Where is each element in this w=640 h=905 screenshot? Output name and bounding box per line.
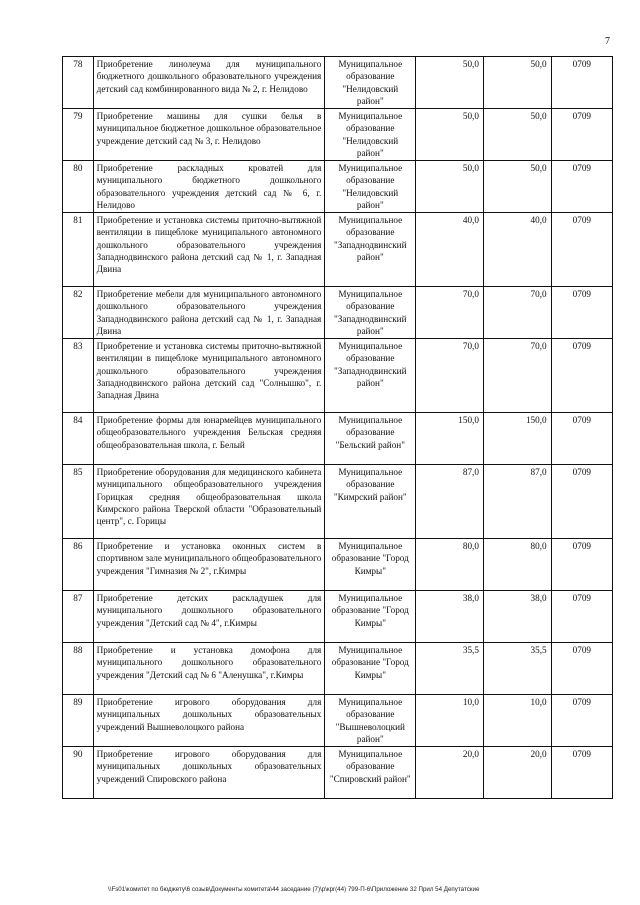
- row-amount-1: 70,0: [416, 339, 484, 413]
- table-row: [63, 287, 613, 339]
- row-municipality: Муниципальное образование "Кимрский район": [325, 465, 416, 539]
- row-description: Приобретение формы для юнармейцев муниципального общеобразовательного учреждения Бельская средняя общеобразовательная школа, г. Белый: [93, 413, 325, 465]
- row-amount-1: 70,0: [416, 287, 484, 339]
- row-number: 82: [63, 287, 94, 339]
- row-municipality: Муниципальное образование "Город Кимры": [325, 643, 416, 695]
- row-amount-2: 40,0: [483, 213, 551, 287]
- row-budget-code: 0709: [551, 643, 612, 695]
- row-amount-1: 87,0: [416, 465, 484, 539]
- row-budget-code: 0709: [551, 747, 612, 799]
- row-budget-code: 0709: [551, 213, 612, 287]
- row-description: Приобретение раскладных кроватей для муниципального бюджетного дошкольного образовательного учреждения детский сад № 6, г. Нелидово: [93, 161, 325, 213]
- row-budget-code: 0709: [551, 465, 612, 539]
- row-amount-1: 80,0: [416, 539, 484, 591]
- table-row: [63, 695, 613, 747]
- row-amount-1: 50,0: [416, 161, 484, 213]
- row-municipality: Муниципальное образование "Нелидовский район": [325, 109, 416, 161]
- row-amount-2: 50,0: [483, 109, 551, 161]
- row-number: 79: [63, 109, 94, 161]
- row-number: 80: [63, 161, 94, 213]
- row-amount-2: 150,0: [483, 413, 551, 465]
- row-municipality: Муниципальное образование "Нелидовский район": [325, 161, 416, 213]
- row-amount-1: 10,0: [416, 695, 484, 747]
- row-description: Приобретение детских раскладушек для муниципального дошкольного образовательного учреждения "Детский сад № 4", г.Кимры: [93, 591, 325, 643]
- row-budget-code: 0709: [551, 539, 612, 591]
- row-number: 88: [63, 643, 94, 695]
- table-row: [63, 109, 613, 161]
- row-municipality: Муниципальное образование "Западнодвинский район": [325, 339, 416, 413]
- table-row: [63, 339, 613, 413]
- row-budget-code: 0709: [551, 57, 612, 109]
- row-number: 83: [63, 339, 94, 413]
- row-description: Приобретение и установка домофона для муниципального дошкольного образовательного учреждения "Детский сад № 6 "Аленушка", г.Кимры: [93, 643, 325, 695]
- row-municipality: Муниципальное образование "Западнодвинский район": [325, 213, 416, 287]
- row-municipality: Муниципальное образование "Нелидовский район": [325, 57, 416, 109]
- row-amount-2: 87,0: [483, 465, 551, 539]
- row-amount-2: 20,0: [483, 747, 551, 799]
- row-number: 81: [63, 213, 94, 287]
- row-number: 78: [63, 57, 94, 109]
- row-amount-2: 80,0: [483, 539, 551, 591]
- row-description: Приобретение оборудования для медицинского кабинета муниципального общеобразовательного учреждения Горицкая средняя общеобразовательная школа Кимрского района Тверской области "Образовательный центр", с. Горицы: [93, 465, 325, 539]
- footer-file-path: \\Fs01\комитет по бюджету\6 созыв\Документы комитета\44 заседание (7)\p\кpr(44) 799-П-6\Приложение 32 Прил 54 Депутатские: [108, 886, 480, 893]
- allocation-table: [62, 56, 613, 799]
- row-amount-1: 20,0: [416, 747, 484, 799]
- row-amount-2: 35,5: [483, 643, 551, 695]
- table-row: [63, 539, 613, 591]
- row-description: Приобретение игрового оборудования для муниципальных дошкольных образовательных учреждений Вышневолоцкого района: [93, 695, 325, 747]
- row-description: Приобретение игрового оборудования для муниципальных дошкольных образовательных учреждений Спировского района: [93, 747, 325, 799]
- row-municipality: Муниципальное образование "Город Кимры": [325, 591, 416, 643]
- table-row: [63, 643, 613, 695]
- row-municipality: Муниципальное образование "Западнодвинский район": [325, 287, 416, 339]
- table-row: [63, 161, 613, 213]
- row-budget-code: 0709: [551, 161, 612, 213]
- row-number: 86: [63, 539, 94, 591]
- row-budget-code: 0709: [551, 109, 612, 161]
- page-number: 7: [605, 36, 610, 47]
- row-budget-code: 0709: [551, 591, 612, 643]
- row-amount-2: 10,0: [483, 695, 551, 747]
- row-municipality: Муниципальное образование "Город Кимры": [325, 539, 416, 591]
- row-amount-1: 50,0: [416, 57, 484, 109]
- row-amount-2: 50,0: [483, 161, 551, 213]
- row-municipality: Муниципальное образование "Вышневолоцкий район": [325, 695, 416, 747]
- row-amount-1: 50,0: [416, 109, 484, 161]
- row-number: 90: [63, 747, 94, 799]
- row-budget-code: 0709: [551, 287, 612, 339]
- row-description: Приобретение и установка системы приточно-вытяжной вентиляции в пищеблоке муниципального автономного дошкольного образовательного учреждения Западнодвинского района детский сад № 1, г. Западная Двина: [93, 213, 325, 287]
- row-number: 87: [63, 591, 94, 643]
- row-description: Приобретение мебели для муниципального автономного дошкольного образовательного учреждения Западнодвинского района детский сад № 1, г. Западная Двина: [93, 287, 325, 339]
- row-number: 84: [63, 413, 94, 465]
- row-number: 85: [63, 465, 94, 539]
- row-number: 89: [63, 695, 94, 747]
- row-description: Приобретение машины для сушки белья в муниципальное бюджетное дошкольное образовательное учреждение детский сад № 3, г. Нелидово: [93, 109, 325, 161]
- row-amount-2: 50,0: [483, 57, 551, 109]
- table-row: [63, 747, 613, 799]
- row-amount-1: 38,0: [416, 591, 484, 643]
- row-municipality: Муниципальное образование "Спировский район": [325, 747, 416, 799]
- table-row: [63, 57, 613, 109]
- row-amount-1: 40,0: [416, 213, 484, 287]
- row-description: Приобретение и установка оконных систем в спортивном зале муниципального общеобразовательного учреждения "Гимназия № 2", г.Кимры: [93, 539, 325, 591]
- row-budget-code: 0709: [551, 339, 612, 413]
- row-description: Приобретение линолеума для муниципального бюджетного дошкольного образовательного учреждения детский сад комбинированного вида № 2, г. Нелидово: [93, 57, 325, 109]
- table-row: [63, 591, 613, 643]
- row-description: Приобретение и установка системы приточно-вытяжной вентиляции в пищеблоке муниципального автономного дошкольного образовательного учреждения Западнодвинского района детский сад "Солнышко", г. Западная Двина: [93, 339, 325, 413]
- table-row: [63, 465, 613, 539]
- row-amount-2: 70,0: [483, 339, 551, 413]
- row-budget-code: 0709: [551, 695, 612, 747]
- table-row: [63, 413, 613, 465]
- table-row: [63, 213, 613, 287]
- row-municipality: Муниципальное образование "Бельский район": [325, 413, 416, 465]
- row-amount-2: 70,0: [483, 287, 551, 339]
- row-amount-1: 150,0: [416, 413, 484, 465]
- row-amount-1: 35,5: [416, 643, 484, 695]
- row-amount-2: 38,0: [483, 591, 551, 643]
- row-budget-code: 0709: [551, 413, 612, 465]
